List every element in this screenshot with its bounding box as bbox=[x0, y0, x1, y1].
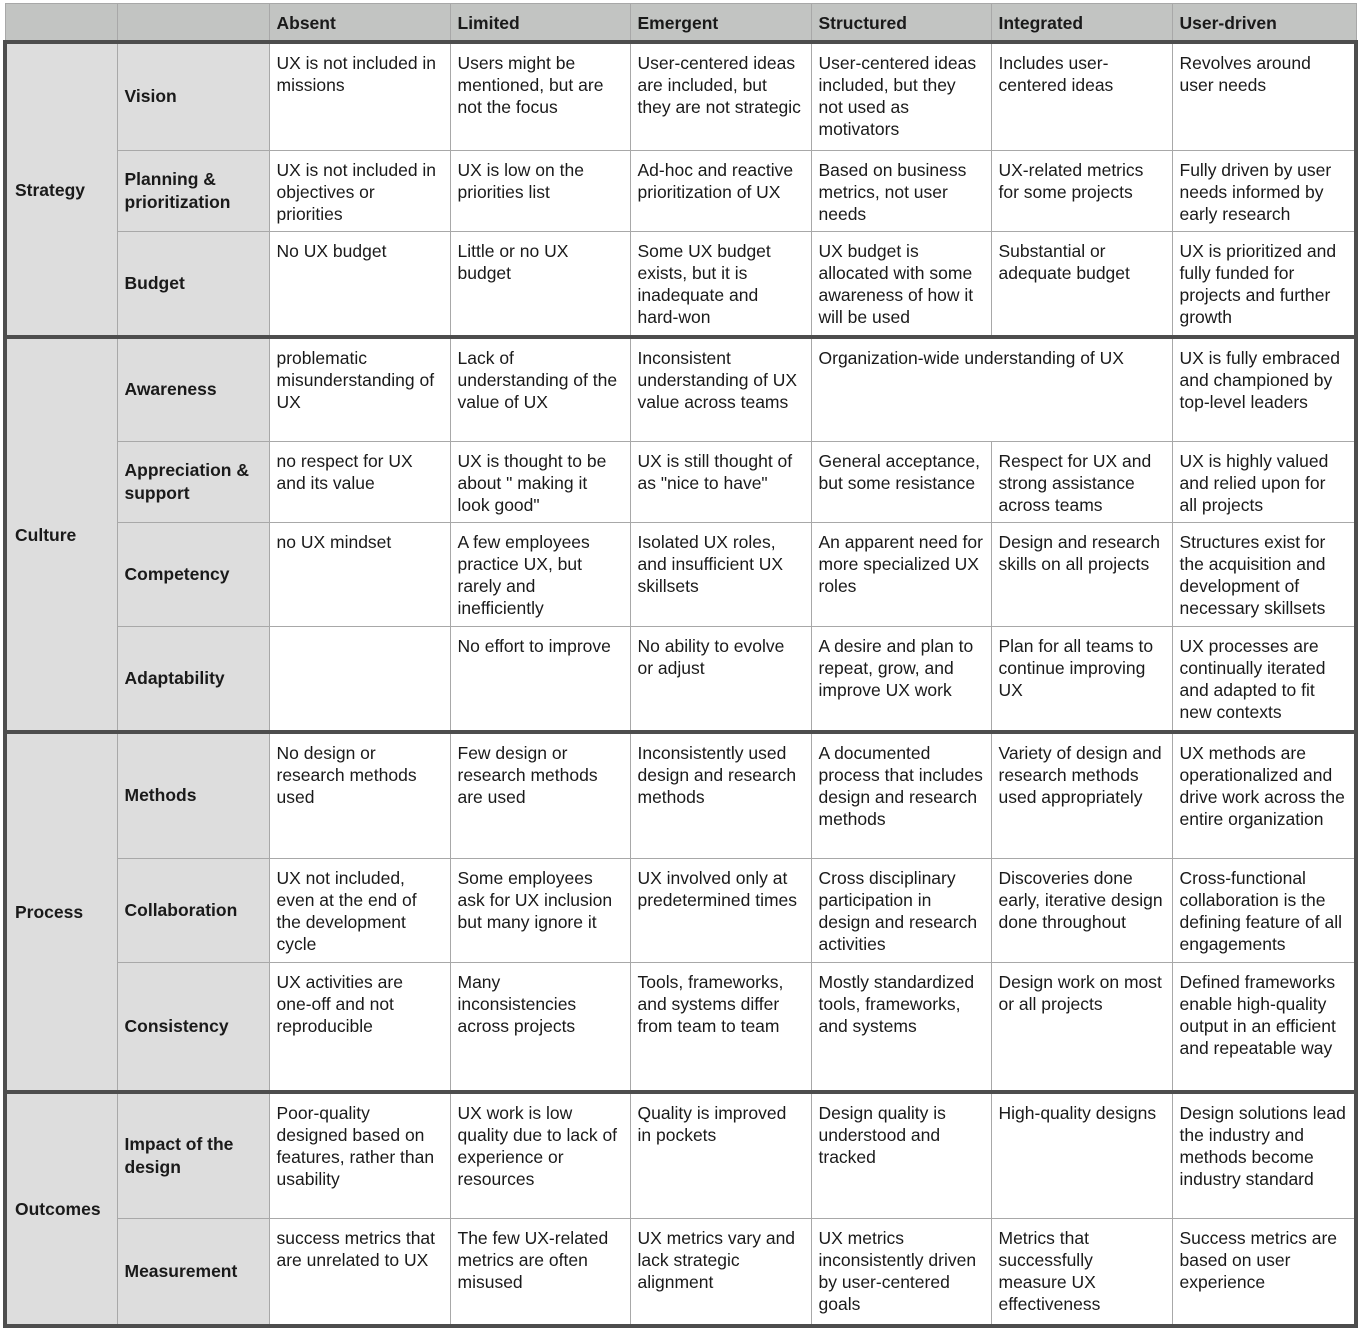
ux-maturity-matrix bbox=[3, 3, 1358, 1328]
table-cell: Discoveries done early, iterative design done throughout bbox=[991, 858, 1172, 962]
table-cell: Users might be mentioned, but are not the focus bbox=[450, 42, 630, 150]
header-empty-dimension bbox=[117, 4, 269, 43]
table-cell: success metrics that are unrelated to UX bbox=[269, 1218, 450, 1326]
table-cell: Mostly standardized tools, frameworks, and systems bbox=[811, 962, 991, 1092]
table-cell: Few design or research methods are used bbox=[450, 732, 630, 858]
table-cell: UX processes are continually iterated and adapted to fit new contexts bbox=[1172, 626, 1356, 732]
table-row bbox=[5, 441, 1356, 522]
dimension-measurement: Measurement bbox=[117, 1218, 269, 1326]
table-cell: Inconsistently used design and research methods bbox=[630, 732, 811, 858]
header-user-driven: User-driven bbox=[1172, 4, 1356, 43]
dimension-awareness: Awareness bbox=[117, 337, 269, 441]
group-label-process: Process bbox=[5, 732, 117, 1092]
table-cell: Ad-hoc and reactive prioritization of UX bbox=[630, 150, 811, 231]
table-cell: UX methods are operationalized and drive work across the entire organization bbox=[1172, 732, 1356, 858]
table-cell: UX is prioritized and fully funded for projects and further growth bbox=[1172, 231, 1356, 337]
dimension-impact-of-the-design: Impact of the design bbox=[117, 1092, 269, 1218]
dimension-competency: Competency bbox=[117, 522, 269, 626]
table-cell: General acceptance, but some resistance bbox=[811, 441, 991, 522]
table-cell: Many inconsistencies across projects bbox=[450, 962, 630, 1092]
table-cell: UX involved only at predetermined times bbox=[630, 858, 811, 962]
table-cell: Respect for UX and strong assistance across teams bbox=[991, 441, 1172, 522]
table-cell: UX-related metrics for some projects bbox=[991, 150, 1172, 231]
table-cell: Plan for all teams to continue improving UX bbox=[991, 626, 1172, 732]
table-cell: Based on business metrics, not user needs bbox=[811, 150, 991, 231]
table-cell: User-centered ideas included, but they not used as motivators bbox=[811, 42, 991, 150]
table-cell: Cross disciplinary participation in design and research activities bbox=[811, 858, 991, 962]
table-row bbox=[5, 337, 1356, 441]
table-cell: Tools, frameworks, and systems differ from team to team bbox=[630, 962, 811, 1092]
table-cell: Fully driven by user needs informed by early research bbox=[1172, 150, 1356, 231]
table-cell: Inconsistent understanding of UX value across teams bbox=[630, 337, 811, 441]
table-cell: UX is not included in objectives or priorities bbox=[269, 150, 450, 231]
table-cell: Variety of design and research methods used appropriately bbox=[991, 732, 1172, 858]
table-cell: problematic misunderstanding of UX bbox=[269, 337, 450, 441]
dimension-adaptability: Adaptability bbox=[117, 626, 269, 732]
table-cell: Isolated UX roles, and insufficient UX skillsets bbox=[630, 522, 811, 626]
table-cell: The few UX-related metrics are often misused bbox=[450, 1218, 630, 1326]
table-cell: UX is not included in missions bbox=[269, 42, 450, 150]
header-integrated: Integrated bbox=[991, 4, 1172, 43]
header-structured: Structured bbox=[811, 4, 991, 43]
dimension-budget: Budget bbox=[117, 231, 269, 337]
table-cell: UX not included, even at the end of the development cycle bbox=[269, 858, 450, 962]
table-cell: A desire and plan to repeat, grow, and improve UX work bbox=[811, 626, 991, 732]
table-cell: Design and research skills on all projects bbox=[991, 522, 1172, 626]
table-cell: UX is low on the priorities list bbox=[450, 150, 630, 231]
table-cell: Revolves around user needs bbox=[1172, 42, 1356, 150]
table-cell: UX activities are one-off and not reproducible bbox=[269, 962, 450, 1092]
table-cell: A few employees practice UX, but rarely and inefficiently bbox=[450, 522, 630, 626]
table-cell: Metrics that successfully measure UX effectiveness bbox=[991, 1218, 1172, 1326]
table-row bbox=[5, 858, 1356, 962]
table-cell: Success metrics are based on user experience bbox=[1172, 1218, 1356, 1326]
table-cell: User-centered ideas are included, but they are not strategic bbox=[630, 42, 811, 150]
table-cell: Some UX budget exists, but it is inadequate and hard-won bbox=[630, 231, 811, 337]
table-cell: UX is highly valued and relied upon for all projects bbox=[1172, 441, 1356, 522]
table-cell: UX is still thought of as "nice to have" bbox=[630, 441, 811, 522]
table-cell: no UX mindset bbox=[269, 522, 450, 626]
table-cell bbox=[269, 626, 450, 732]
table-cell: Some employees ask for UX inclusion but many ignore it bbox=[450, 858, 630, 962]
table-cell-merged: Organization-wide understanding of UX bbox=[811, 337, 1172, 441]
table-cell: Cross-functional collaboration is the defining feature of all engagements bbox=[1172, 858, 1356, 962]
header-absent: Absent bbox=[269, 4, 450, 43]
table-cell: Structures exist for the acquisition and development of necessary skillsets bbox=[1172, 522, 1356, 626]
table-cell: Little or no UX budget bbox=[450, 231, 630, 337]
group-label-culture: Culture bbox=[5, 337, 117, 732]
table-cell: No effort to improve bbox=[450, 626, 630, 732]
dimension-consistency: Consistency bbox=[117, 962, 269, 1092]
dimension-methods: Methods bbox=[117, 732, 269, 858]
table-cell: High-quality designs bbox=[991, 1092, 1172, 1218]
table-cell: Substantial or adequate budget bbox=[991, 231, 1172, 337]
table-row bbox=[5, 522, 1356, 626]
table-cell: Design solutions lead the industry and methods become industry standard bbox=[1172, 1092, 1356, 1218]
table-row bbox=[5, 626, 1356, 732]
table-cell: Design work on most or all projects bbox=[991, 962, 1172, 1092]
header-row bbox=[5, 4, 1356, 43]
table-cell: Poor-quality designed based on features, rather than usability bbox=[269, 1092, 450, 1218]
header-emergent: Emergent bbox=[630, 4, 811, 43]
table-cell: A documented process that includes design and research methods bbox=[811, 732, 991, 858]
table-cell: No design or research methods used bbox=[269, 732, 450, 858]
table-row bbox=[5, 42, 1356, 150]
header-empty-group bbox=[5, 4, 117, 43]
table-cell: UX metrics inconsistently driven by user-centered goals bbox=[811, 1218, 991, 1326]
table-cell: Includes user-centered ideas bbox=[991, 42, 1172, 150]
dimension-collaboration: Collaboration bbox=[117, 858, 269, 962]
group-label-strategy: Strategy bbox=[5, 42, 117, 337]
table-row bbox=[5, 1218, 1356, 1326]
dimension-appreciation-support: Appreciation & support bbox=[117, 441, 269, 522]
table-row bbox=[5, 732, 1356, 858]
table-row bbox=[5, 1092, 1356, 1218]
dimension-planning-prioritization: Planning & prioritization bbox=[117, 150, 269, 231]
table-row bbox=[5, 231, 1356, 337]
table-cell: No UX budget bbox=[269, 231, 450, 337]
table-cell: UX metrics vary and lack strategic alignment bbox=[630, 1218, 811, 1326]
header-limited: Limited bbox=[450, 4, 630, 43]
dimension-vision: Vision bbox=[117, 42, 269, 150]
table-row bbox=[5, 150, 1356, 231]
table-cell: No ability to evolve or adjust bbox=[630, 626, 811, 732]
table-cell: Defined frameworks enable high-quality output in an efficient and repeatable way bbox=[1172, 962, 1356, 1092]
table-cell: Lack of understanding of the value of UX bbox=[450, 337, 630, 441]
table-cell: UX work is low quality due to lack of experience or resources bbox=[450, 1092, 630, 1218]
table-cell: UX is thought to be about " making it look good" bbox=[450, 441, 630, 522]
group-label-outcomes: Outcomes bbox=[5, 1092, 117, 1326]
table-cell: Quality is improved in pockets bbox=[630, 1092, 811, 1218]
table-cell: Design quality is understood and tracked bbox=[811, 1092, 991, 1218]
table-cell: no respect for UX and its value bbox=[269, 441, 450, 522]
table-cell: UX budget is allocated with some awareness of how it will be used bbox=[811, 231, 991, 337]
table-cell: An apparent need for more specialized UX roles bbox=[811, 522, 991, 626]
table-row bbox=[5, 962, 1356, 1092]
table-cell: UX is fully embraced and championed by top-level leaders bbox=[1172, 337, 1356, 441]
